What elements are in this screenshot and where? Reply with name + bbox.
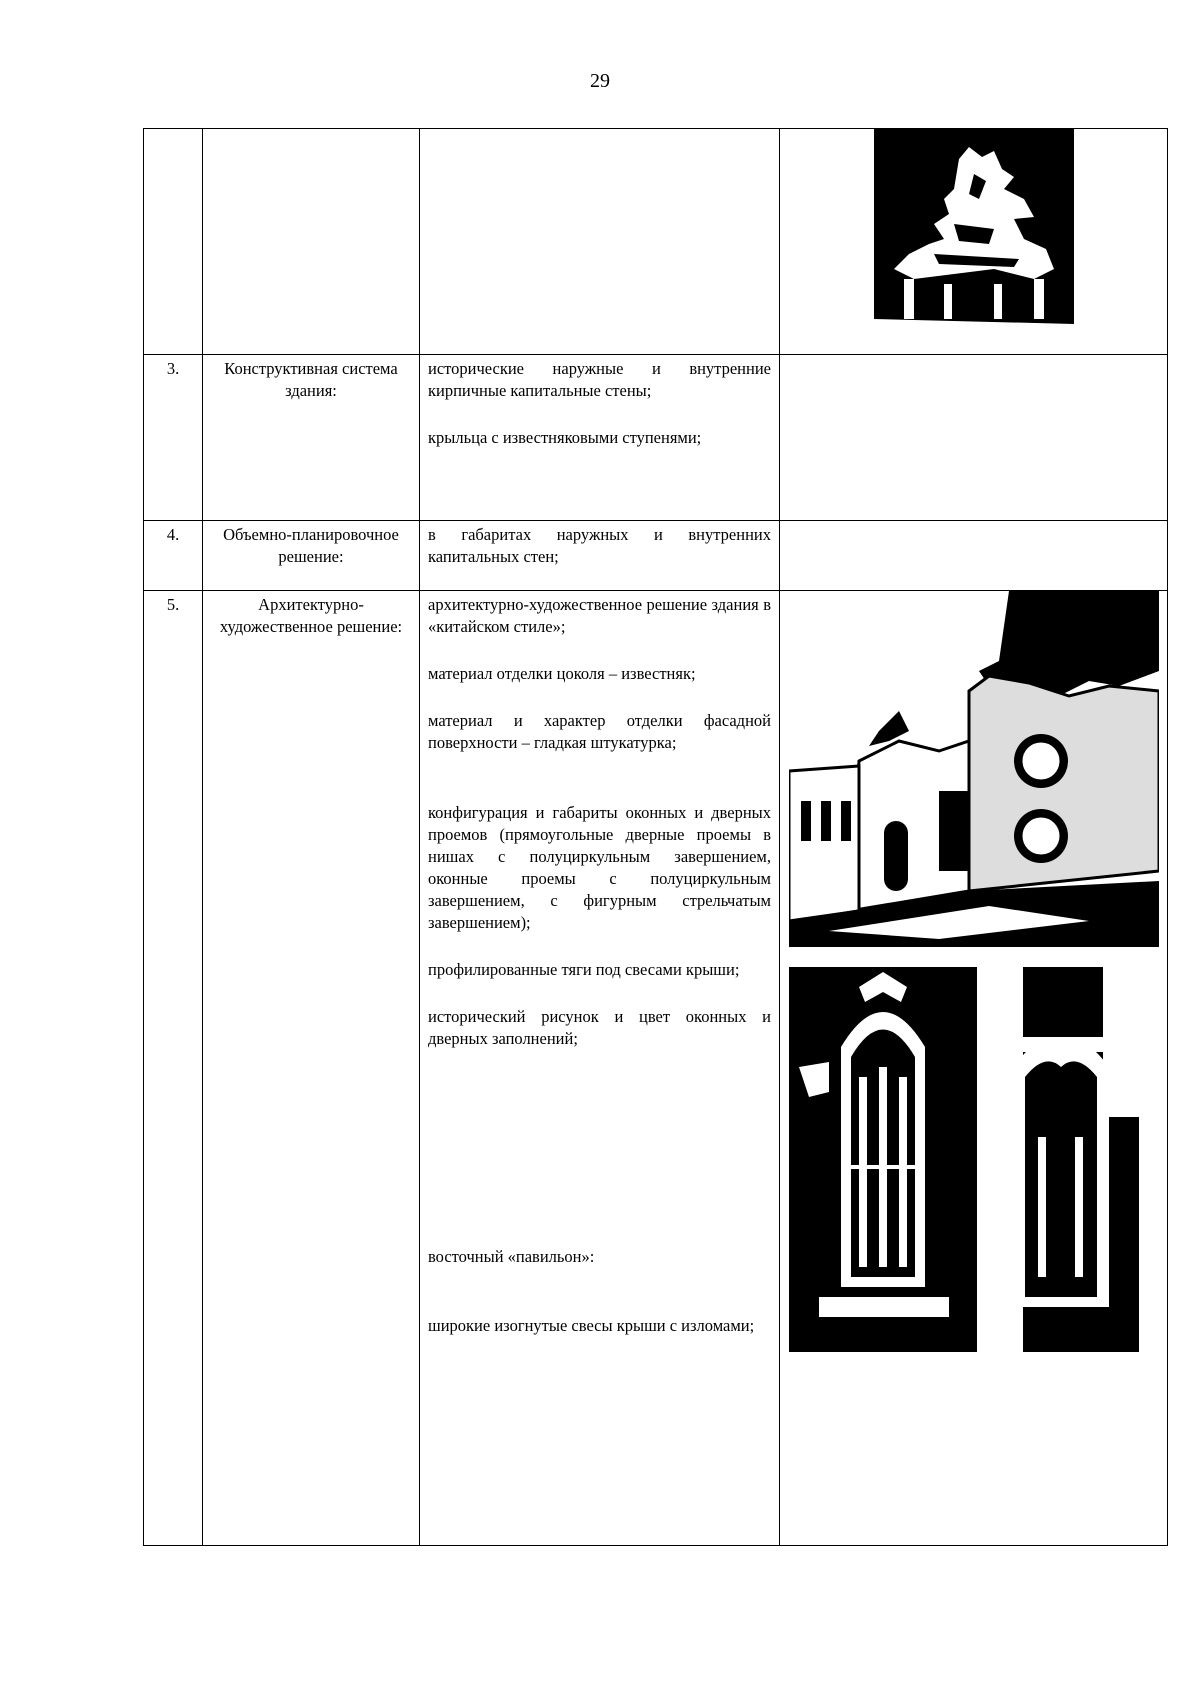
row-description [420, 355, 780, 521]
row-description [420, 129, 780, 355]
description-item: конфигурация и габариты оконных и дверных проемов (прямоугольные дверные проемы в нишах с полуциркульным завершением, оконные проемы с полуциркульным завершением, с фигурным стрельчатым завершением); [428, 803, 771, 932]
row-number: 3. [144, 355, 203, 521]
table-row [144, 129, 1168, 355]
row-photos [780, 521, 1168, 591]
row-photos [780, 355, 1168, 521]
description-item: исторические наружные и внутренние кирпичные капитальные стены; [428, 359, 771, 400]
row-number: 5. [144, 591, 203, 1546]
description-item: архитектурно-художественное решение здания в «китайском стиле»; [428, 595, 771, 636]
characteristics-table [143, 128, 1168, 1546]
pavilion-photo [874, 129, 1074, 333]
description-item: в габаритах наружных и внутренних капитальных стен; [428, 525, 771, 566]
description-item: профилированные тяги под свесами крыши; [428, 960, 740, 979]
row-name: Конструктивная система здания: [203, 355, 420, 521]
table-row [144, 355, 1168, 521]
row-description [420, 591, 780, 1546]
description-item: исторический рисунок и цвет оконных и дверных заполнений; [428, 1007, 771, 1048]
table-row [144, 521, 1168, 591]
window-photo-right [983, 967, 1139, 1352]
row-photos [780, 129, 1168, 355]
table-row [144, 591, 1168, 1546]
page-number: 29 [590, 70, 610, 92]
description-item: восточный «павильон»: [428, 1247, 595, 1266]
facade-photo [789, 591, 1159, 947]
description-item: материал и характер отделки фасадной поверхности – гладкая штукатурка; [428, 711, 771, 752]
window-photos [789, 967, 1167, 1352]
row-name: Объемно-планировочное решение: [203, 521, 420, 591]
row-photos [780, 591, 1168, 1546]
row-name [203, 129, 420, 355]
row-name: Архитектурно-художественное решение: [203, 591, 420, 1546]
window-photo-left [789, 967, 977, 1352]
row-number: 4. [144, 521, 203, 591]
description-item: крыльца с известняковыми ступенями; [428, 428, 702, 447]
row-description [420, 521, 780, 591]
description-item: широкие изогнутые свесы крыши с изломами; [428, 1316, 755, 1335]
row-number [144, 129, 203, 355]
description-item: материал отделки цоколя – известняк; [428, 664, 696, 683]
